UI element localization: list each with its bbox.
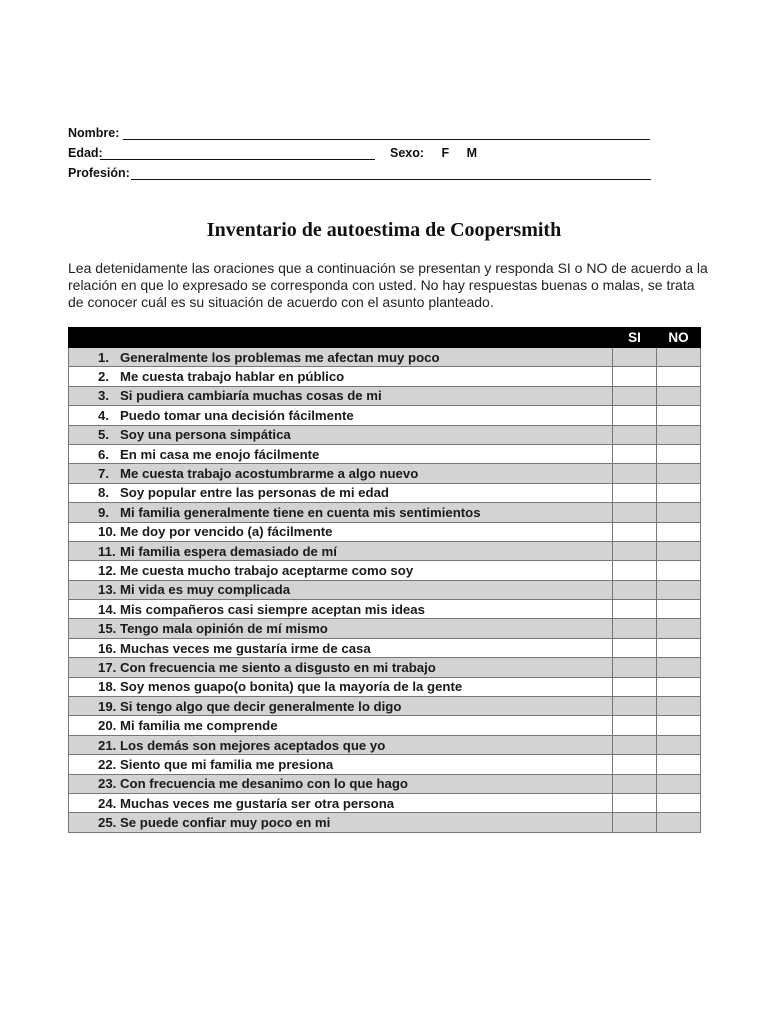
question-text: Con frecuencia me desanimo con lo que hago — [120, 776, 408, 792]
question-number: 19. — [98, 698, 117, 714]
table-row — [69, 522, 701, 541]
table-row — [69, 503, 701, 522]
answer-si-cell[interactable] — [613, 425, 657, 444]
answer-no-cell[interactable] — [657, 580, 701, 599]
edad-label: Edad: — [68, 146, 103, 160]
profesion-label: Profesión: — [68, 166, 130, 180]
question-text: Soy una persona simpática — [120, 427, 291, 443]
edad-field[interactable] — [100, 159, 375, 160]
answer-si-cell[interactable] — [613, 793, 657, 812]
question-number: 9. — [98, 504, 109, 520]
answer-si-cell[interactable] — [613, 755, 657, 774]
question-cell — [69, 658, 613, 677]
answer-no-cell[interactable] — [657, 638, 701, 657]
question-text: Mis compañeros casi siempre aceptan mis ideas — [120, 601, 425, 617]
nombre-field[interactable] — [123, 139, 650, 140]
edad-row — [68, 144, 668, 164]
question-text: Si tengo algo que decir generalmente lo digo — [120, 698, 402, 714]
answer-si-cell[interactable] — [613, 697, 657, 716]
sexo-group — [390, 146, 491, 160]
question-cell — [69, 522, 613, 541]
question-number: 22. — [98, 756, 117, 772]
question-text: Con frecuencia me siento a disgusto en mi trabajo — [120, 659, 436, 675]
question-cell — [69, 561, 613, 580]
question-cell — [69, 348, 613, 367]
question-cell — [69, 774, 613, 793]
question-number: 7. — [98, 466, 109, 482]
table-row — [69, 793, 701, 812]
answer-si-cell[interactable] — [613, 619, 657, 638]
question-cell — [69, 600, 613, 619]
answer-si-cell[interactable] — [613, 367, 657, 386]
table-row — [69, 619, 701, 638]
answer-no-cell[interactable] — [657, 716, 701, 735]
question-text: Me cuesta mucho trabajo aceptarme como soy — [120, 562, 414, 578]
answer-si-cell[interactable] — [613, 464, 657, 483]
table-row — [69, 541, 701, 560]
answer-no-cell[interactable] — [657, 503, 701, 522]
answer-si-cell[interactable] — [613, 658, 657, 677]
table-row — [69, 580, 701, 599]
question-text: Puedo tomar una decisión fácilmente — [120, 407, 354, 423]
answer-si-cell[interactable] — [613, 561, 657, 580]
question-number: 4. — [98, 407, 109, 423]
question-number: 21. — [98, 737, 117, 753]
answer-si-cell[interactable] — [613, 348, 657, 367]
question-text: Si pudiera cambiaría muchas cosas de mi — [120, 388, 382, 404]
answer-no-cell[interactable] — [657, 406, 701, 425]
question-number: 15. — [98, 621, 117, 637]
question-cell — [69, 386, 613, 405]
answer-no-cell[interactable] — [657, 677, 701, 696]
question-number: 8. — [98, 485, 109, 501]
document-title: Inventario de autoestima de Coopersmith — [206, 219, 562, 241]
header-question — [69, 328, 613, 348]
question-number: 25. — [98, 815, 117, 831]
nombre-label: Nombre: — [68, 126, 120, 140]
answer-no-cell[interactable] — [657, 425, 701, 444]
question-cell — [69, 813, 613, 832]
question-text: Siento que mi familia me presiona — [120, 756, 334, 772]
inventory-rows — [69, 348, 701, 833]
answer-no-cell[interactable] — [657, 561, 701, 580]
table-row — [69, 444, 701, 463]
question-number: 23. — [98, 776, 117, 792]
question-number: 18. — [98, 679, 117, 695]
table-row — [69, 716, 701, 735]
answer-si-cell[interactable] — [613, 677, 657, 696]
question-text: Me cuesta trabajo hablar en público — [120, 369, 345, 385]
answer-no-cell[interactable] — [657, 367, 701, 386]
answer-no-cell[interactable] — [657, 464, 701, 483]
question-text: Me doy por vencido (a) fácilmente — [120, 524, 333, 540]
table-row — [69, 600, 701, 619]
question-cell — [69, 697, 613, 716]
question-cell — [69, 755, 613, 774]
question-text: Se puede confiar muy poco en mi — [120, 815, 331, 831]
answer-no-cell[interactable] — [657, 755, 701, 774]
instructions-paragraph: Lea detenidamente las oraciones que a continuación se presentan y responda SI o NO de acuerdo a la relación en que lo expresado se corresponda con usted. No hay respuestas buenas o malas, se trata de conocer cuál es su situación de acuerdo con el asunto planteado. — [68, 260, 708, 310]
question-number: 2. — [98, 369, 109, 385]
header-si: SI — [613, 328, 657, 348]
answer-no-cell[interactable] — [657, 348, 701, 367]
table-row — [69, 677, 701, 696]
question-text: Tengo mala opinión de mí mismo — [120, 621, 328, 637]
table-row — [69, 386, 701, 405]
answer-no-cell[interactable] — [657, 697, 701, 716]
answer-no-cell[interactable] — [657, 541, 701, 560]
table-row — [69, 735, 701, 754]
answer-no-cell[interactable] — [657, 735, 701, 754]
table-row — [69, 464, 701, 483]
question-text: Muchas veces me gustaría irme de casa — [120, 640, 371, 656]
question-text: Mi vida es muy complicada — [120, 582, 291, 598]
question-cell — [69, 503, 613, 522]
answer-no-cell[interactable] — [657, 619, 701, 638]
question-text: Soy menos guapo(o bonita) que la mayoría de la gente — [120, 679, 463, 695]
question-text: Mi familia me comprende — [120, 718, 278, 734]
nombre-row — [68, 124, 668, 144]
question-cell — [69, 483, 613, 502]
answer-si-cell[interactable] — [613, 386, 657, 405]
question-text: Mi familia generalmente tiene en cuenta mis sentimientos — [120, 504, 481, 520]
question-number: 5. — [98, 427, 109, 443]
answer-no-cell[interactable] — [657, 813, 701, 832]
question-text: Soy popular entre las personas de mi edad — [120, 485, 389, 501]
question-cell — [69, 406, 613, 425]
table-row — [69, 774, 701, 793]
answer-si-cell[interactable] — [613, 638, 657, 657]
question-text: Mi familia espera demasiado de mí — [120, 543, 337, 559]
question-text: Generalmente los problemas me afectan muy poco — [120, 349, 440, 365]
answer-si-cell[interactable] — [613, 580, 657, 599]
question-cell — [69, 677, 613, 696]
answer-si-cell[interactable] — [613, 600, 657, 619]
answer-no-cell[interactable] — [657, 600, 701, 619]
question-number: 17. — [98, 659, 117, 675]
question-cell — [69, 367, 613, 386]
question-cell — [69, 464, 613, 483]
question-cell — [69, 735, 613, 754]
table-header — [69, 328, 701, 348]
profesion-row — [68, 164, 668, 184]
table-row — [69, 813, 701, 832]
question-number: 14. — [98, 601, 117, 617]
question-number: 11. — [98, 543, 116, 559]
answer-si-cell[interactable] — [613, 444, 657, 463]
question-text: Me cuesta trabajo acostumbrarme a algo nuevo — [120, 466, 419, 482]
inventory-table — [68, 327, 701, 833]
question-text: En mi casa me enojo fácilmente — [120, 446, 320, 462]
table-row — [69, 425, 701, 444]
question-number: 12. — [98, 562, 117, 578]
question-number: 16. — [98, 640, 117, 656]
profesion-field[interactable] — [131, 179, 651, 180]
question-number: 10. — [98, 524, 117, 540]
answer-si-cell[interactable] — [613, 735, 657, 754]
answer-si-cell[interactable] — [613, 522, 657, 541]
answer-si-cell[interactable] — [613, 483, 657, 502]
answer-si-cell[interactable] — [613, 541, 657, 560]
question-cell — [69, 444, 613, 463]
table-row — [69, 697, 701, 716]
table-row — [69, 367, 701, 386]
question-number: 1. — [98, 349, 109, 365]
sexo-option-f[interactable]: F — [441, 146, 450, 160]
personal-info-fields — [68, 124, 668, 184]
question-cell — [69, 425, 613, 444]
answer-si-cell[interactable] — [613, 503, 657, 522]
question-cell — [69, 638, 613, 657]
question-cell — [69, 619, 613, 638]
question-text: Muchas veces me gustaría ser otra persona — [120, 795, 395, 811]
answer-no-cell[interactable] — [657, 444, 701, 463]
answer-no-cell[interactable] — [657, 774, 701, 793]
answer-si-cell[interactable] — [613, 774, 657, 793]
question-cell — [69, 716, 613, 735]
question-cell — [69, 541, 613, 560]
table-row — [69, 483, 701, 502]
question-text: Los demás son mejores aceptados que yo — [120, 737, 386, 753]
table-row — [69, 561, 701, 580]
table-row — [69, 658, 701, 677]
table-row — [69, 406, 701, 425]
table-row — [69, 348, 701, 367]
answer-si-cell[interactable] — [613, 716, 657, 735]
question-number: 13. — [98, 582, 117, 598]
sexo-label: Sexo: — [390, 146, 425, 160]
table-row — [69, 638, 701, 657]
answer-si-cell[interactable] — [613, 813, 657, 832]
question-number: 20. — [98, 718, 117, 734]
sexo-option-m[interactable]: M — [466, 146, 478, 160]
answer-no-cell[interactable] — [657, 483, 701, 502]
question-number: 6. — [98, 446, 109, 462]
header-no: NO — [657, 328, 701, 348]
question-number: 24. — [98, 795, 117, 811]
table-row — [69, 755, 701, 774]
question-number: 3. — [98, 388, 109, 404]
answer-no-cell[interactable] — [657, 522, 701, 541]
answer-no-cell[interactable] — [657, 658, 701, 677]
answer-no-cell[interactable] — [657, 793, 701, 812]
answer-si-cell[interactable] — [613, 406, 657, 425]
answer-no-cell[interactable] — [657, 386, 701, 405]
question-cell — [69, 580, 613, 599]
question-cell — [69, 793, 613, 812]
